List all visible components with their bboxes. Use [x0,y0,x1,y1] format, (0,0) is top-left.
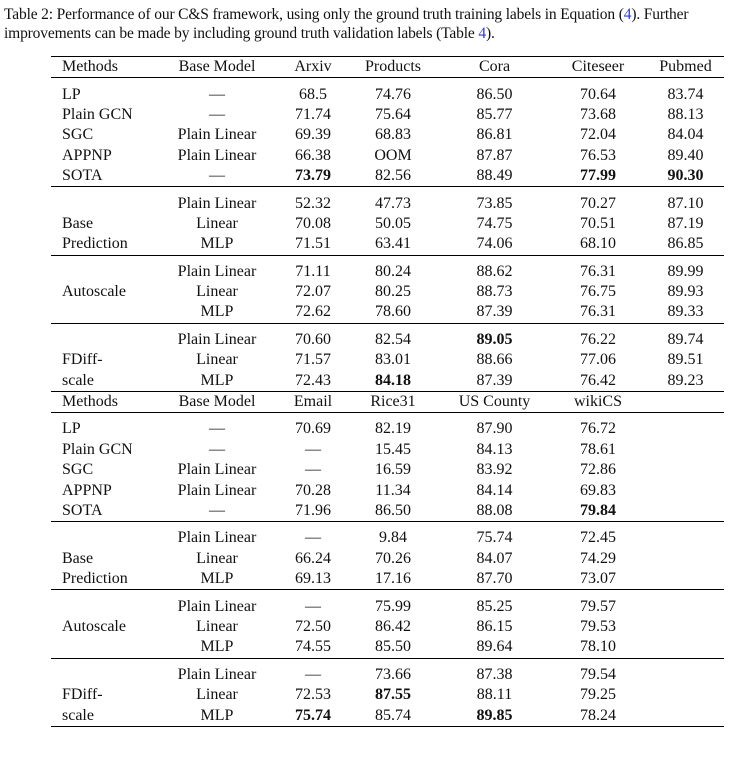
value-cell [647,637,724,658]
value-cell: 70.08 [295,214,331,232]
base-model-cell: Plain Linear [154,187,280,214]
value-cell: 73.07 [580,570,616,588]
column-header: Email [280,391,346,412]
value-cell: 69.39 [295,126,331,144]
value-cell [647,617,724,637]
method-cell: SOTA [62,502,103,519]
method-cell: APPNP [62,146,112,164]
base-model-cell: Plain Linear [177,481,257,499]
table-row [51,234,724,255]
value-cell: 82.56 [375,167,411,185]
table-row [51,501,724,522]
value-cell [549,166,647,187]
best-value: 75.74 [295,706,331,724]
value-cell [280,166,346,187]
value-cell: 47.73 [346,187,440,214]
base-model-cell: — [154,78,280,105]
value-cell: 88.49 [476,167,513,185]
value-cell: 71.11 [280,255,346,282]
method-cell [51,522,154,549]
base-model-cell: Plain Linear [154,522,280,549]
table-row [51,460,724,480]
value-cell: 79.54 [549,658,647,685]
value-cell: 89.23 [667,371,704,389]
value-cell: 82.54 [346,323,440,350]
value-cell: 9.84 [346,522,440,549]
value-cell: 88.62 [440,255,549,282]
method-cell: FDiff- [62,686,103,704]
value-cell [647,522,724,549]
value-cell: 89.51 [667,351,704,369]
value-cell: 86.85 [667,235,704,253]
base-model-cell: — [209,502,225,519]
value-cell: 73.85 [440,187,549,214]
value-cell [647,685,724,705]
value-cell: 87.90 [440,413,549,440]
value-cell: 83.01 [375,351,411,369]
value-cell: 76.72 [549,413,647,440]
method-cell [51,187,154,214]
method-cell: Prediction [62,570,128,588]
value-cell: 83.92 [476,461,513,479]
value-cell: 88.66 [476,351,513,369]
value-cell: 83.74 [647,78,724,105]
caption-text-3: ). [485,25,495,42]
base-model-cell: — [209,440,225,458]
table-row [51,187,724,214]
value-cell: 87.70 [476,570,513,588]
value-cell [647,413,724,440]
column-header [647,391,724,412]
column-header: Cora [440,57,549,78]
column-header: Base Model [154,391,280,412]
method-cell: Autoscale [62,283,126,301]
base-model-cell: Plain Linear [154,323,280,350]
value-cell: — [280,658,346,685]
column-header: Products [346,57,440,78]
value-cell: 78.60 [375,303,411,321]
table-ref-link[interactable]: 4 [478,25,486,42]
value-cell: 85.50 [375,638,411,656]
value-cell: 71.57 [295,351,331,369]
value-cell: — [280,590,346,617]
value-cell: 72.04 [580,126,616,144]
table-row [51,350,724,370]
equation-ref-link[interactable]: 4 [623,6,632,23]
table-row [51,617,724,637]
base-model-cell: Linear [196,617,238,635]
base-model-cell: MLP [154,705,280,726]
value-cell [440,705,549,726]
table-row [51,522,724,549]
value-cell: 86.50 [375,502,411,519]
value-cell: 70.69 [280,413,346,440]
value-cell: 63.41 [375,235,411,253]
column-header: US County [440,391,549,412]
value-cell: 74.06 [476,235,513,253]
value-cell: 74.55 [295,638,331,656]
table-row [51,125,724,145]
table-row [51,590,724,617]
value-cell: 87.38 [440,658,549,685]
best-value: 84.18 [375,371,411,389]
value-cell: 75.74 [440,522,549,549]
table-row [51,282,724,302]
caption-text-2: ). Further improvements can be made by including ground truth validation labels (Table [4,6,689,42]
value-cell: 75.64 [375,105,411,123]
best-value: 77.99 [580,167,616,185]
value-cell: 88.08 [476,502,513,519]
table-header-row [51,391,724,412]
column-header: Citeseer [549,57,647,78]
value-cell [549,501,647,522]
value-cell: 87.19 [667,214,704,232]
value-cell: 87.39 [476,371,513,389]
base-model-cell: Linear [196,351,238,369]
value-cell: 75.99 [346,590,440,617]
table-row [51,440,724,460]
value-cell [647,569,724,590]
value-cell: 74.29 [580,549,616,567]
value-cell: 72.07 [295,283,331,301]
value-cell: 78.24 [549,705,647,726]
base-model-cell: Plain Linear [154,658,280,685]
method-cell: scale [62,371,94,389]
value-cell: 79.25 [580,686,616,704]
value-cell: 84.14 [476,481,513,499]
value-cell: 89.33 [667,303,704,321]
value-cell [647,658,724,685]
value-cell: 74.75 [476,214,513,232]
value-cell: 15.45 [375,440,411,458]
value-cell: 89.93 [667,283,704,301]
table-row [51,105,724,125]
method-cell [51,302,154,323]
base-model-cell: Linear [196,549,238,567]
value-cell: 84.07 [476,549,513,567]
value-cell: 86.50 [440,78,549,105]
base-model-cell: — [209,105,225,123]
base-model-cell: Plain Linear [154,590,280,617]
base-model-cell: MLP [200,570,234,588]
value-cell: 89.64 [476,638,513,656]
best-value: 73.79 [295,167,331,185]
value-cell: 68.10 [580,235,616,253]
value-cell: 72.86 [580,461,616,479]
base-model-cell: MLP [200,371,234,389]
value-cell: 79.57 [549,590,647,617]
method-cell: Base [62,549,94,567]
value-cell: 69.83 [580,481,616,499]
best-value: 89.05 [476,330,513,348]
column-header: Pubmed [647,57,724,78]
method-cell: SGC [62,126,94,144]
method-cell [51,658,154,685]
value-cell: 77.06 [580,351,616,369]
table-row [51,480,724,500]
table-row [51,705,724,726]
value-cell: 74.76 [346,78,440,105]
method-cell: scale [51,705,154,726]
value-cell: 76.31 [549,255,647,282]
method-cell: Plain GCN [62,440,133,458]
value-cell: 86.81 [476,126,513,144]
table-row [51,569,724,590]
value-cell [280,705,346,726]
value-cell: 68.5 [280,78,346,105]
value-cell: 72.43 [295,371,331,389]
value-cell: 72.45 [549,522,647,549]
base-model-cell: Plain Linear [177,146,257,164]
method-cell: SGC [62,461,94,479]
method-cell [51,323,154,350]
value-cell [647,590,724,617]
value-cell: 66.24 [295,549,331,567]
base-model-cell: Plain Linear [177,126,257,144]
method-cell: Base [62,214,94,232]
column-header: Methods [51,57,154,78]
base-model-cell: MLP [200,235,234,253]
value-cell: OOM [374,146,412,164]
base-model-cell: Plain Linear [177,461,257,479]
value-cell: — [305,461,321,479]
value-cell: 84.13 [476,440,513,458]
value-cell: 85.77 [476,105,513,123]
base-model-cell: Linear [196,283,238,301]
value-cell: 88.73 [476,283,513,301]
method-cell [51,255,154,282]
method-cell: Prediction [62,235,128,253]
table-row [51,166,724,187]
value-cell: 88.11 [476,686,513,704]
value-cell: 89.99 [647,255,724,282]
results-table [51,56,724,727]
value-cell: 71.74 [295,105,331,123]
table-row [51,413,724,440]
column-header: Arxiv [280,57,346,78]
value-cell: 11.34 [375,481,411,499]
value-cell: 72.50 [295,617,331,635]
value-cell: 71.96 [295,502,331,519]
value-cell: 72.53 [295,686,331,704]
value-cell [346,685,440,705]
value-cell [647,440,724,460]
value-cell: 82.19 [346,413,440,440]
table-row [51,549,724,569]
value-cell: 72.62 [295,303,331,321]
method-cell: APPNP [62,481,112,499]
best-value: 79.84 [580,502,616,519]
value-cell: 80.24 [346,255,440,282]
method-cell: SOTA [62,167,103,185]
column-header: wikiCS [549,391,647,412]
base-model-cell: MLP [200,303,234,321]
value-cell [647,460,724,480]
value-cell [647,166,724,187]
method-cell: Autoscale [62,617,126,635]
table-row [51,78,724,105]
value-cell: 69.13 [295,570,331,588]
column-header: Methods [51,391,154,412]
value-cell: 70.60 [280,323,346,350]
base-model-cell: — [154,413,280,440]
table-row [51,685,724,705]
value-cell: 17.16 [375,570,411,588]
value-cell: 80.25 [375,283,411,301]
value-cell [440,323,549,350]
base-model-cell: Plain Linear [154,255,280,282]
column-header: Base Model [154,57,280,78]
base-model-cell: — [209,167,225,185]
value-cell [346,370,440,391]
value-cell: 86.42 [375,617,411,635]
value-cell [647,480,724,500]
best-value: 89.85 [476,706,513,724]
value-cell: 87.87 [476,146,513,164]
value-cell: 76.22 [549,323,647,350]
value-cell: 70.26 [375,549,411,567]
value-cell: 87.39 [476,303,513,321]
value-cell: 76.31 [580,303,616,321]
value-cell: 76.42 [580,371,616,389]
value-cell: 85.25 [440,590,549,617]
value-cell [647,549,724,569]
base-model-cell: Linear [196,214,238,232]
best-value: 90.30 [667,167,704,185]
value-cell: 89.40 [667,146,704,164]
value-cell: — [305,440,321,458]
value-cell: 70.27 [549,187,647,214]
value-cell: 66.38 [295,146,331,164]
value-cell [647,501,724,522]
value-cell: 88.13 [667,105,704,123]
table-caption [4,5,744,43]
value-cell [647,705,724,726]
column-header: Rice31 [346,391,440,412]
value-cell: 50.05 [375,214,411,232]
value-cell: 78.10 [580,638,616,656]
value-cell: 86.15 [476,617,513,635]
value-cell: 73.68 [580,105,616,123]
method-cell: LP [51,78,154,105]
method-cell: Plain GCN [62,105,133,123]
value-cell: 16.59 [375,461,411,479]
table-row [51,370,724,391]
base-model-cell: Linear [196,686,238,704]
table-row [51,323,724,350]
value-cell: 76.75 [580,283,616,301]
value-cell: 70.64 [549,78,647,105]
method-cell: FDiff- [62,351,103,369]
value-cell: 52.32 [280,187,346,214]
table-row [51,302,724,323]
table-header-row [51,57,724,78]
value-cell: 73.66 [346,658,440,685]
value-cell: 70.28 [295,481,331,499]
value-cell: 84.04 [667,126,704,144]
value-cell: 76.53 [580,146,616,164]
value-cell: 70.51 [580,214,616,232]
table-row [51,255,724,282]
value-cell: 89.74 [647,323,724,350]
base-model-cell: MLP [200,638,234,656]
caption-text-1: Table 2: Performance of our C&S framework, using only the ground truth training labels in Equation ( [4,6,624,23]
value-cell: 79.53 [580,617,616,635]
table-row [51,214,724,234]
best-value: 87.55 [375,686,411,704]
value-cell: 87.10 [647,187,724,214]
method-cell: LP [51,413,154,440]
value-cell: 78.61 [580,440,616,458]
table-row [51,146,724,166]
value-cell: 68.83 [375,126,411,144]
table-row [51,637,724,658]
value-cell: — [280,522,346,549]
method-cell [51,590,154,617]
value-cell: 71.51 [295,235,331,253]
table-row [51,658,724,685]
results-table-body [51,57,724,727]
method-cell [51,637,154,658]
value-cell: 85.74 [346,705,440,726]
